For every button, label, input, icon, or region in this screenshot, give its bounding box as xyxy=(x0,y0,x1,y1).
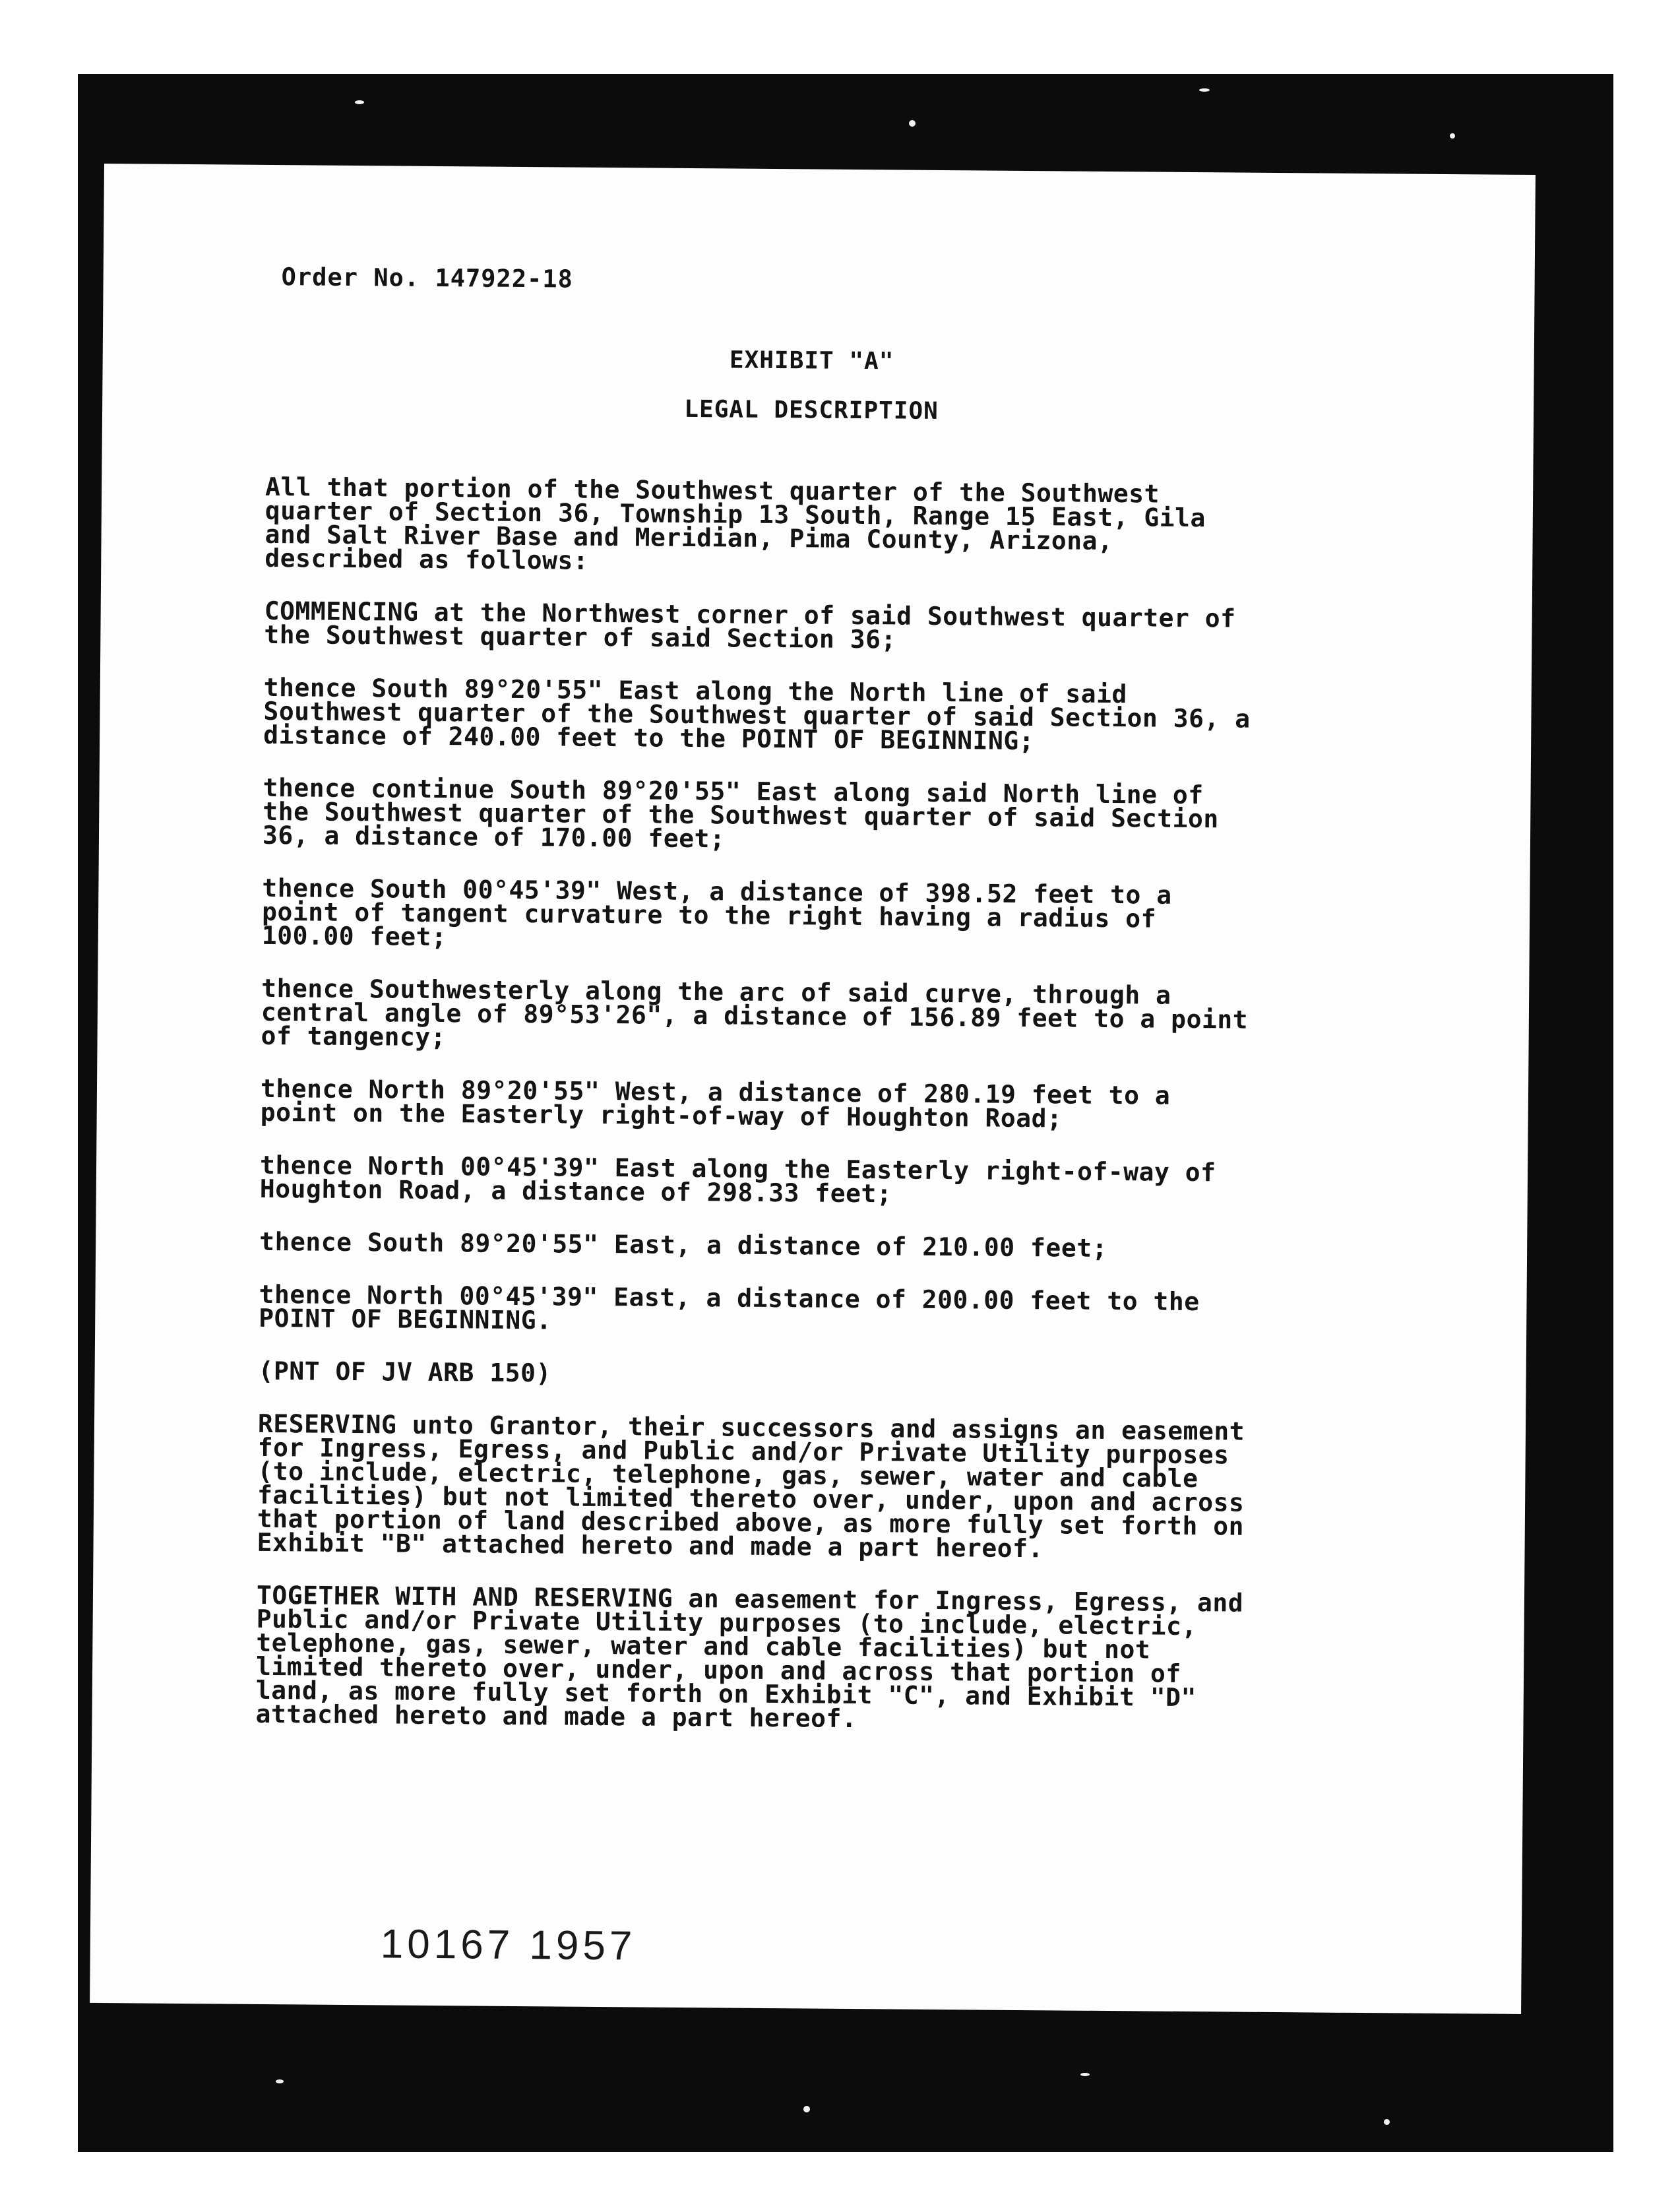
paragraph-course-6: thence North 00°45'39" East along the Easterly right-of-way of Houghton Road, a distance of 298.33 feet; xyxy=(259,1150,1216,1209)
paragraph-commencing: COMMENCING at the Northwest corner of said Southwest quarter of the Southwest quarter of said Section 36; xyxy=(264,596,1236,654)
legal-description-body xyxy=(255,472,1466,1764)
paragraph-course-5: thence North 89°20'55" West, a distance of 280.19 feet to a point on the Easterly right-of-way of Houghton Road; xyxy=(260,1073,1171,1133)
exhibit-title: EXHIBIT "A" xyxy=(729,346,894,375)
scan-speck xyxy=(1199,88,1210,92)
order-number: Order No. 147922-18 xyxy=(281,263,574,294)
scan-speck xyxy=(1080,2073,1090,2076)
scan-speck xyxy=(909,120,916,127)
paragraph-together-with: TOGETHER WITH AND RESERVING an easement for Ingress, Egress, and Public and/or Private Utility purposes (to include, electric, telephone, gas, sewer, water and cable facilities) but not limited thereto over, under, upon and across that portion of land, as more fully set forth on Exhibit "C", and Exhibit "D" attached hereto and made a part hereof. xyxy=(255,1580,1244,1734)
paragraph-course-3: thence South 00°45'39" West, a distance of 398.52 feet to a point of tangent curvature to the right having a radius of 100.00 feet; xyxy=(261,873,1172,952)
scan-speck xyxy=(1384,2119,1390,2125)
paragraph-course-8: thence North 00°45'39" East, a distance of 200.00 feet to the POINT OF BEGINNING. xyxy=(259,1279,1200,1335)
paragraph-course-1: thence South 89°20'55" East along the North line of said Southwest quarter of the Southwest quarter of said Section 36, a distance of 240.00 feet to the POINT OF BEGINNING; xyxy=(263,672,1251,756)
scan-speck xyxy=(355,100,364,104)
paragraph-course-7: thence South 89°20'55" East, a distance of 210.00 feet; xyxy=(259,1226,1108,1263)
document-page xyxy=(90,164,1536,2014)
paragraph-reserving: RESERVING unto Grantor, their successors and assigns an easement for Ingress, Egress, and Public and/or Private Utility purposes (to include, electric, telephone, gas, sewer, water and cable facilities) but not limited thereto over, under, upon and across that portion of land described above, as more fully set forth on Exhibit "B" attached hereto and made a part hereof. xyxy=(257,1409,1245,1564)
paragraph-parcel-note: (PNT OF JV ARB 150) xyxy=(258,1356,551,1388)
paragraph-intro: All that portion of the Southwest quarter of the Southwest quarter of Section 36, Township 13 South, Range 15 East, Gila and Salt River Base and Meridian, Pima County, Arizona, described as follows: xyxy=(264,472,1206,575)
scan-speck xyxy=(276,2079,284,2083)
paragraph-course-4: thence Southwesterly along the arc of said curve, through a central angle of 89°53'26", a distance of 156.89 feet to a point of tangency; xyxy=(261,973,1249,1052)
scan-speck xyxy=(1450,133,1455,139)
recording-stamp: 10167 1957 xyxy=(380,1921,637,1969)
legal-description-heading: LEGAL DESCRIPTION xyxy=(684,395,939,425)
scan-speck xyxy=(803,2106,810,2112)
paragraph-course-2: thence continue South 89°20'55" East along said North line of the Southwest quarter of the Southwest quarter of said Section 36, a distance of 170.00 feet; xyxy=(262,773,1219,854)
